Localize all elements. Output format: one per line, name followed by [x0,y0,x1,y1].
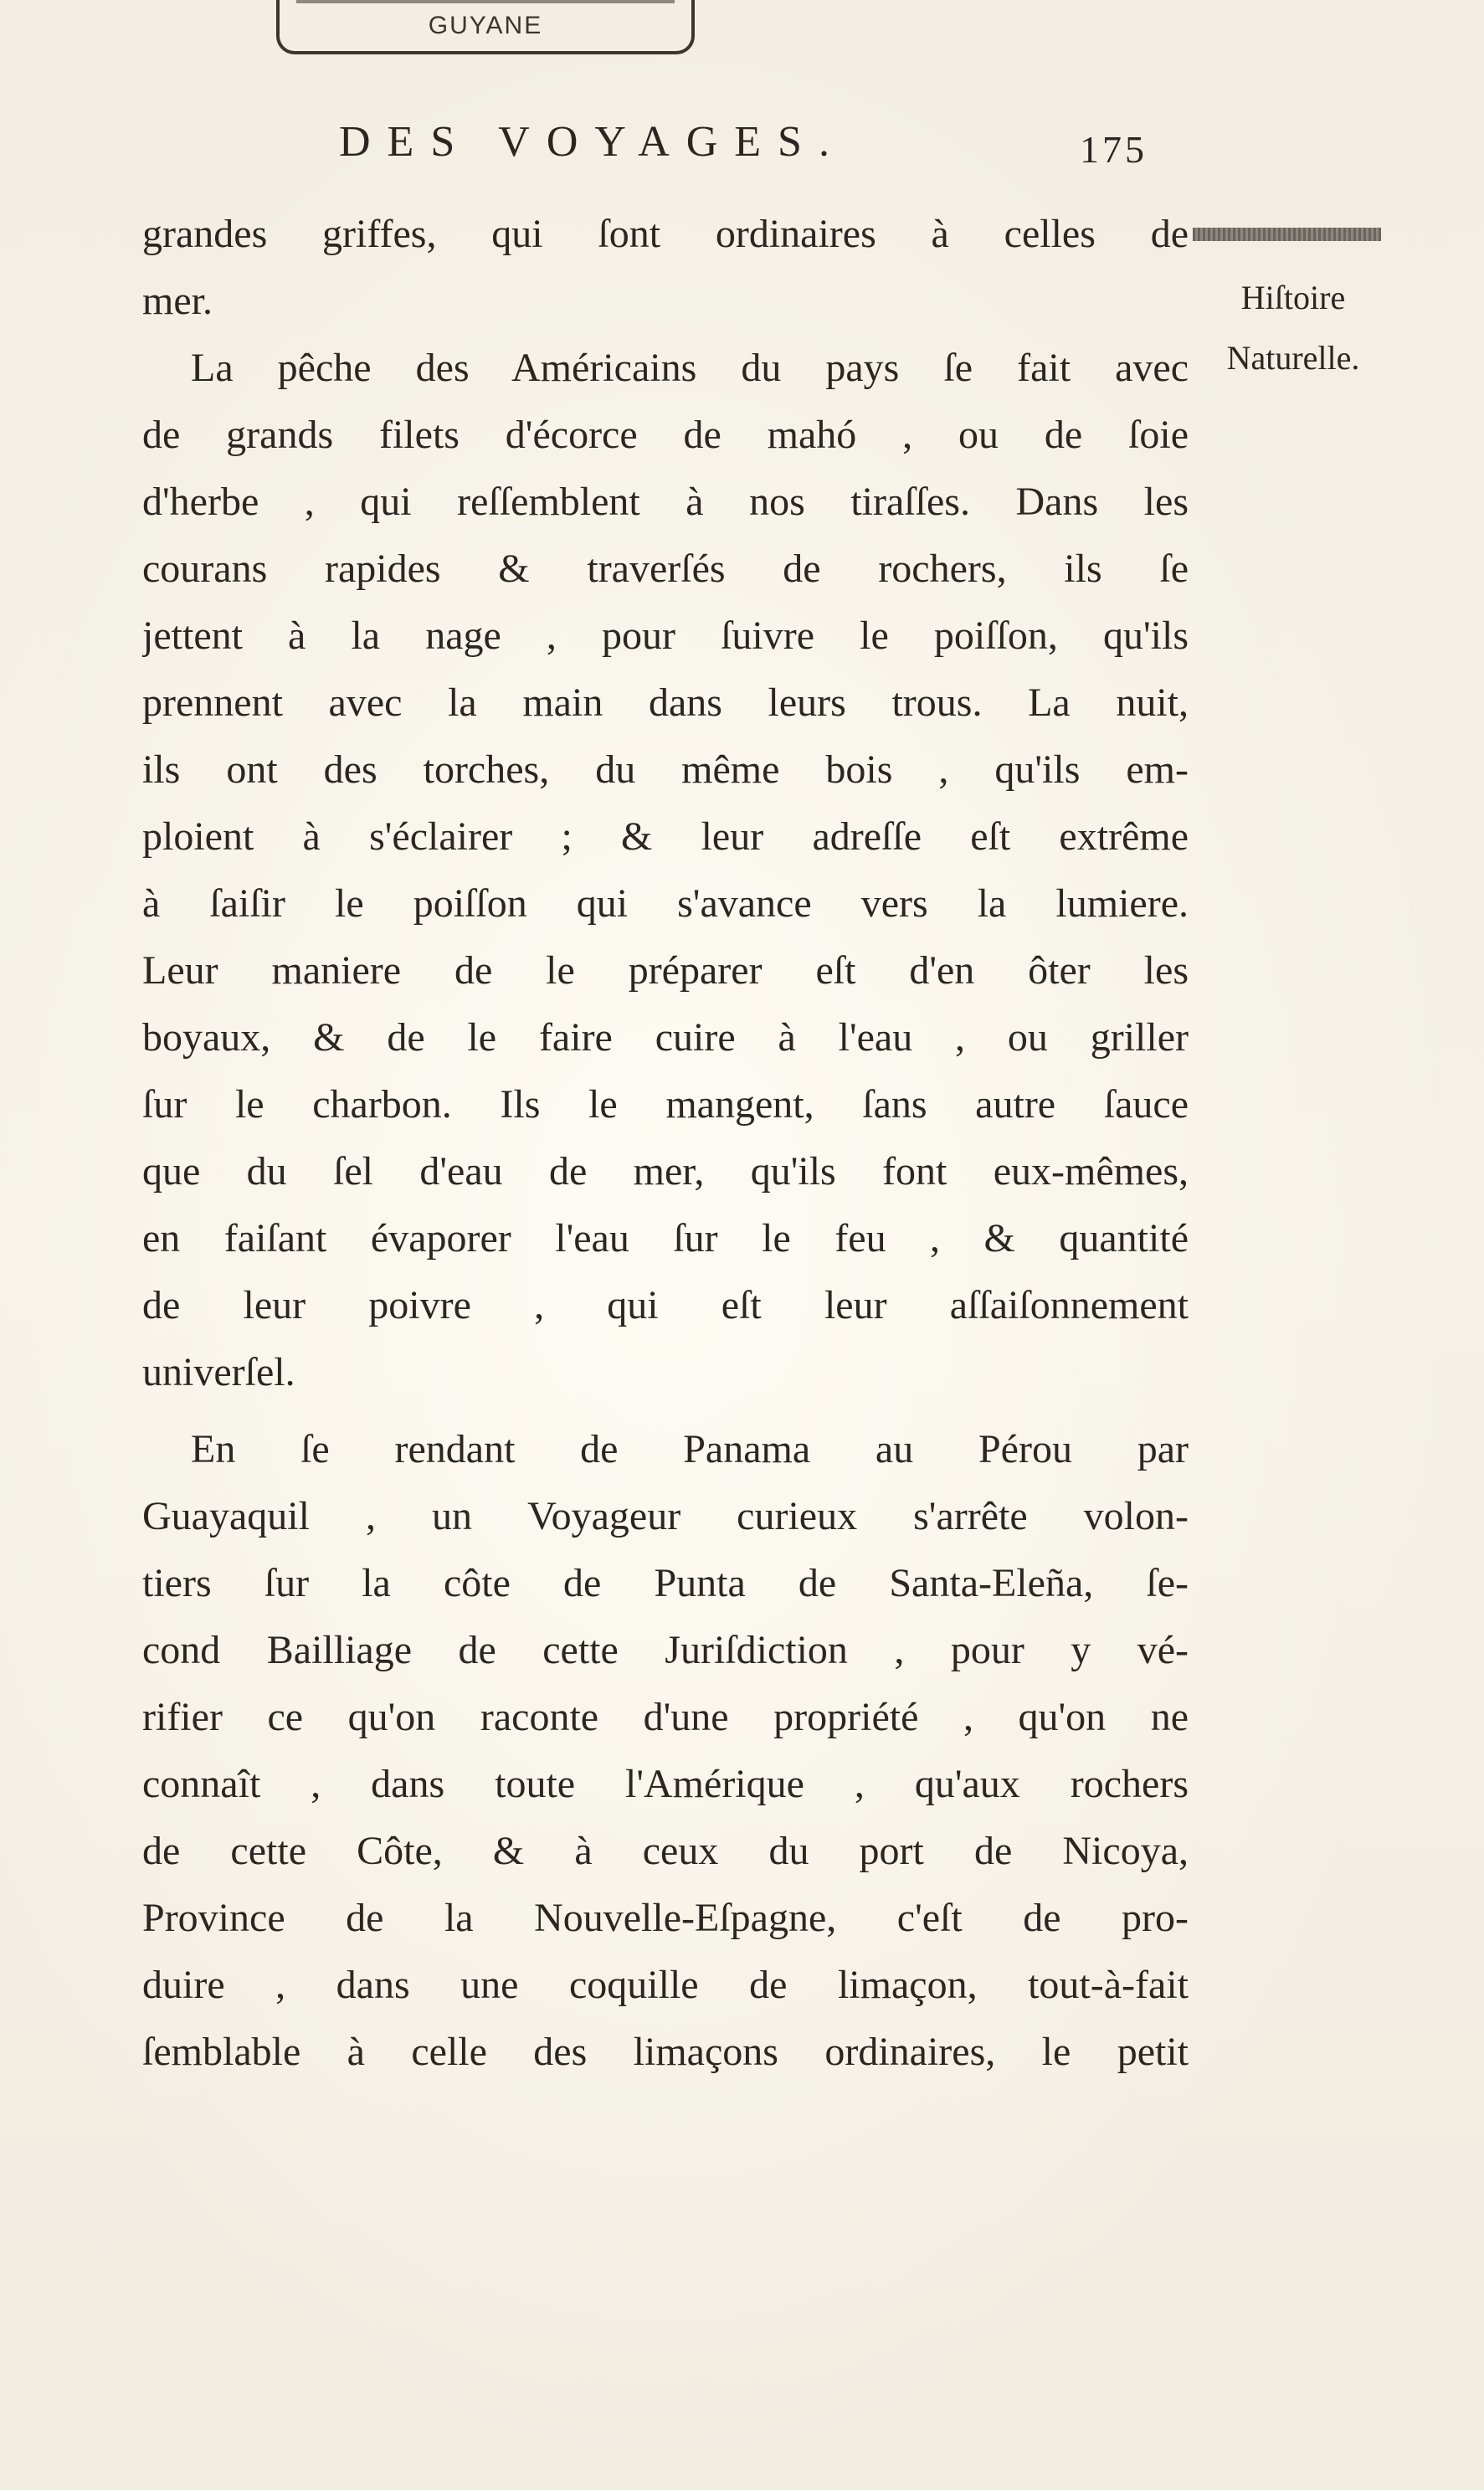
paragraph-start-line: La pêche des Américains du pays ſe fait avec [191,346,1189,390]
text-line: Province de la Nouvelle-Eſpagne, c'eſt de pro- [142,1896,1189,1940]
margin-ornament-rule [1193,228,1381,241]
text-line: ils ont des torches, du même bois , qu'ils em- [142,747,1189,792]
text-line: d'herbe , qui reſſemblent à nos tiraſſes. Dans les [142,480,1189,524]
margin-note-line-1: Hiſtoire [1240,279,1346,316]
text-line: connaît , dans toute l'Amérique , qu'aux rochers [142,1762,1189,1806]
page-number: 175 [1080,128,1148,171]
text-line: de cette Côte, & à ceux du port de Nicoya, [142,1829,1189,1873]
text-line: que du ſel d'eau de mer, qu'ils font eux-mêmes, [142,1149,1189,1194]
text-line: ſur le charbon. Ils le mangent, ſans autre ſauce [142,1082,1189,1127]
stamp-text: GUYANE [428,12,543,39]
text-line: grandes griffes, qui ſont ordinaires à celles de [142,212,1189,256]
text-line: cond Bailliage de cette Juriſdiction , pour y vé- [142,1628,1189,1672]
text-line: mer. [142,279,213,323]
text-line: en faiſant évaporer l'eau ſur le feu , & quantité [142,1216,1189,1260]
margin-note [1184,268,1402,388]
text-line: de grands filets d'écorce de mahó , ou de ſoie [142,413,1189,457]
text-line: Guayaquil , un Voyageur curieux s'arrête volon- [142,1494,1189,1538]
text-line: de leur poivre , qui eſt leur aſſaiſonnement [142,1283,1189,1327]
text-line: ploient à s'éclairer ; & leur adreſſe eſt extrême [142,814,1189,859]
text-line: rifier ce qu'on raconte d'une propriété , qu'on ne [142,1695,1189,1739]
stamp-rule [296,0,675,3]
library-stamp [276,0,695,54]
paragraph-start-line: En ſe rendant de Panama au Pérou par [191,1427,1189,1471]
text-line: courans rapides & traverſés de rochers, ils ſe [142,547,1189,591]
body-text [142,201,1189,2086]
text-line: tiers ſur la côte de Punta de Santa-Eleña, ſe- [142,1561,1189,1605]
margin-note-line-2: Naturelle. [1226,339,1360,377]
text-line: jettent à la nage , pour ſuivre le poiſſon, qu'ils [142,614,1189,658]
text-line: duire , dans une coquille de limaçon, tout-à-fait [142,1963,1189,2007]
text-line: prennent avec la main dans leurs trous. La nuit, [142,680,1189,725]
text-line: univerſel. [142,1350,295,1394]
text-line: Leur maniere de le préparer eſt d'en ôter les [142,948,1189,993]
running-title: DES VOYAGES. [339,118,846,166]
text-line: boyaux, & de le faire cuire à l'eau , ou griller [142,1015,1189,1060]
text-line: à ſaiſir le poiſſon qui s'avance vers la lumiere. [142,881,1189,926]
text-line: ſemblable à celle des limaçons ordinaires, le petit [142,2030,1189,2074]
